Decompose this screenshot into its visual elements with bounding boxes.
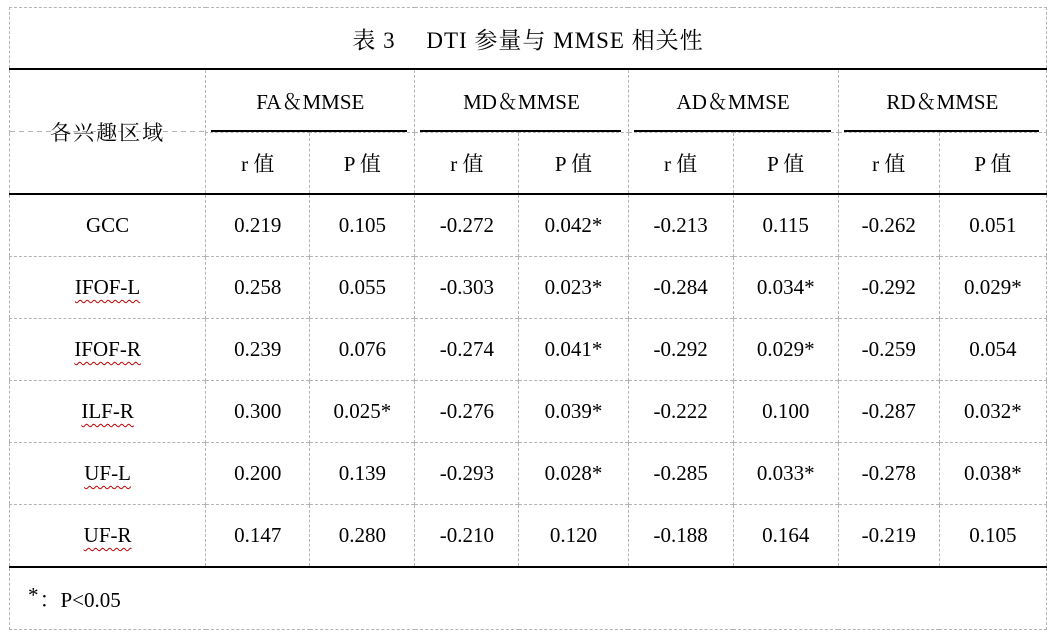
region-label: IFOF-R (10, 319, 206, 381)
table-row (10, 381, 1047, 443)
footnote-asterisk: * (28, 582, 39, 607)
subheader-p-value: P 值 (733, 133, 838, 195)
value-cell: -0.188 (628, 505, 733, 568)
group-underline-rule (634, 130, 831, 132)
value-cell: -0.285 (628, 443, 733, 505)
value-cell: 0.239 (206, 319, 310, 381)
value-cell: 0.025* (310, 381, 415, 443)
group-label: AD＆MMSE (676, 90, 790, 114)
region-label: IFOF-L (10, 257, 206, 319)
group-header-rd-mmse (838, 69, 1046, 133)
value-cell: 0.029* (939, 257, 1046, 319)
value-cell: 0.147 (206, 505, 310, 568)
value-cell: -0.287 (838, 381, 939, 443)
region-label: GCC (85, 213, 130, 237)
group-underline-rule (844, 130, 1039, 132)
value-cell: 0.023* (519, 257, 628, 319)
value-cell: 0.055 (310, 257, 415, 319)
table-row (10, 505, 1047, 568)
value-cell: -0.210 (415, 505, 519, 568)
dti-mmse-correlation-table (9, 7, 1047, 630)
value-cell: -0.292 (838, 257, 939, 319)
value-cell: -0.293 (415, 443, 519, 505)
subheader-p-value: P 值 (310, 133, 415, 195)
subheader-p-value: P 值 (519, 133, 628, 195)
value-cell: 0.041* (519, 319, 628, 381)
footnote (10, 567, 1047, 630)
group-underline-rule (211, 130, 407, 132)
value-cell: 0.139 (310, 443, 415, 505)
value-cell: 0.028* (519, 443, 628, 505)
value-cell: 0.051 (939, 194, 1046, 257)
group-label: RD＆MMSE (886, 90, 999, 114)
value-cell: 0.115 (733, 194, 838, 257)
subheader-p-value: P 值 (939, 133, 1046, 195)
table-row (10, 443, 1047, 505)
subheader-r-value: r 值 (206, 133, 310, 195)
value-cell: 0.164 (733, 505, 838, 568)
table-row (10, 257, 1047, 319)
value-cell: -0.274 (415, 319, 519, 381)
value-cell: 0.054 (939, 319, 1046, 381)
value-cell: 0.039* (519, 381, 628, 443)
value-cell: 0.042* (519, 194, 628, 257)
table-row (10, 319, 1047, 381)
group-label: FA＆MMSE (256, 90, 365, 114)
value-cell: 0.200 (206, 443, 310, 505)
value-cell: -0.292 (628, 319, 733, 381)
footnote-text: ：P<0.05 (39, 587, 121, 612)
region-label: UF-L (10, 443, 206, 505)
region-label: ILF-R (10, 381, 206, 443)
group-underline-rule (420, 130, 620, 132)
value-cell: 0.076 (310, 319, 415, 381)
value-cell: -0.278 (838, 443, 939, 505)
value-cell: 0.100 (733, 381, 838, 443)
group-header-row (10, 69, 1047, 133)
group-header-fa-mmse (206, 69, 415, 133)
value-cell: 0.029* (733, 319, 838, 381)
value-cell: -0.276 (415, 381, 519, 443)
value-cell: -0.213 (628, 194, 733, 257)
value-cell: 0.105 (310, 194, 415, 257)
value-cell: 0.300 (206, 381, 310, 443)
value-cell: -0.259 (838, 319, 939, 381)
value-cell: -0.284 (628, 257, 733, 319)
region-label: UF-R (10, 505, 206, 568)
value-cell: 0.219 (206, 194, 310, 257)
value-cell: 0.258 (206, 257, 310, 319)
value-cell: 0.032* (939, 381, 1046, 443)
group-header-md-mmse (415, 69, 628, 133)
value-cell: -0.219 (838, 505, 939, 568)
value-cell: -0.272 (415, 194, 519, 257)
subheader-r-value: r 值 (838, 133, 939, 195)
value-cell: -0.262 (838, 194, 939, 257)
group-header-ad-mmse (628, 69, 838, 133)
table-row (10, 194, 1047, 257)
value-cell: -0.303 (415, 257, 519, 319)
subheader-r-value: r 值 (628, 133, 733, 195)
row-header-regions: 各兴趣区域 (10, 69, 206, 194)
subheader-r-value: r 值 (415, 133, 519, 195)
value-cell: 0.033* (733, 443, 838, 505)
value-cell: 0.038* (939, 443, 1046, 505)
value-cell: 0.120 (519, 505, 628, 568)
value-cell: 0.280 (310, 505, 415, 568)
table-title-row (10, 8, 1047, 70)
group-label: MD＆MMSE (463, 90, 580, 114)
value-cell: 0.105 (939, 505, 1046, 568)
footnote-row (10, 567, 1047, 630)
value-cell: -0.222 (628, 381, 733, 443)
table-title: 表 3 DTI 参量与 MMSE 相关性 (10, 8, 1047, 70)
value-cell: 0.034* (733, 257, 838, 319)
